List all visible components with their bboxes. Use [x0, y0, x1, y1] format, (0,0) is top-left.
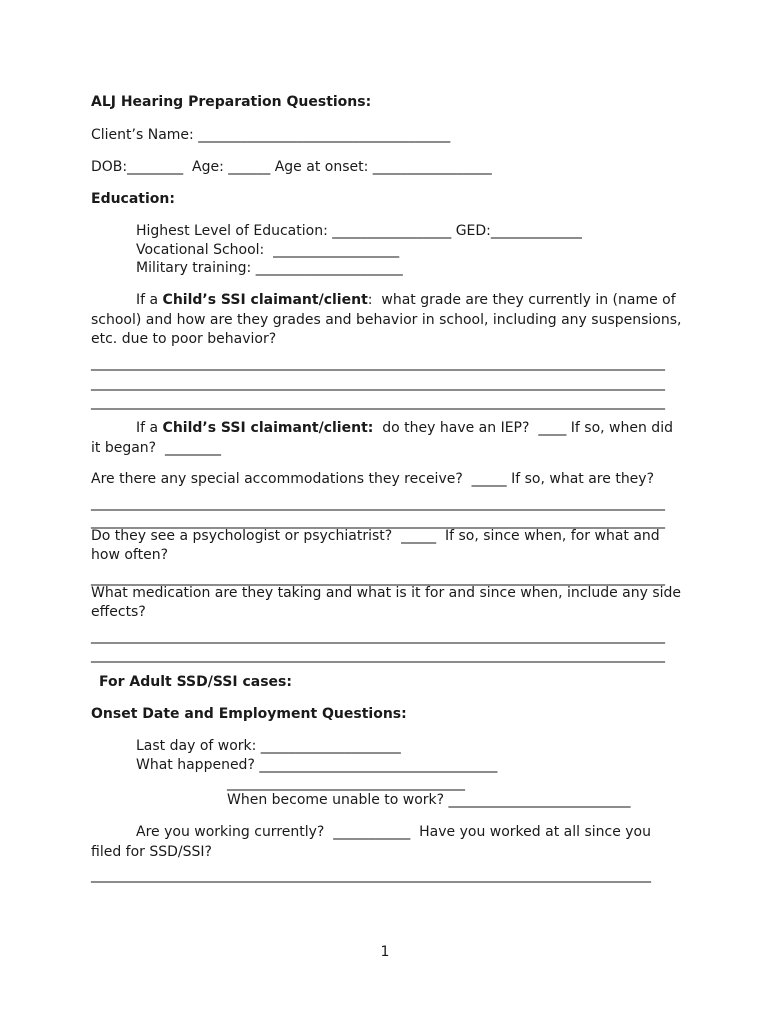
answer-line: __________________________________________________________________________________ — [91, 355, 665, 371]
working-question: Are you working currently? ___________ Have you worked at all since you — [136, 824, 651, 840]
psychologist-question-line2: how often? — [91, 547, 168, 563]
unable-to-work-field: When become unable to work? __________________________ — [227, 792, 631, 808]
answer-line: __________________________________________________________________________________ — [91, 394, 665, 410]
accommodations-question: Are there any special accommodations they receive? _____ If so, what are they? — [91, 471, 655, 487]
answer-line: __________________________________________________________________________________ — [91, 513, 665, 529]
education-heading: Education: — [91, 191, 175, 207]
child-iep-question: If a Child’s SSI claimant/client: do they have an IEP? ____ If so, when did — [136, 420, 673, 436]
child-grade-question-line3: etc. due to poor behavior? — [91, 331, 277, 347]
medication-question-line2: effects? — [91, 604, 146, 620]
psychologist-question: Do they see a psychologist or psychiatrist? _____ If so, since when, for what and — [91, 528, 660, 544]
medication-question: What medication are they taking and what is it for and since when, include any side — [91, 585, 682, 601]
page-number: 1 — [380, 944, 390, 960]
child-grade-question: If a Child’s SSI claimant/client: what grade are they currently in (name of — [136, 292, 676, 308]
vocational-school-field: Vocational School: __________________ — [136, 242, 400, 258]
dob-age-line: DOB:________ Age: ______ Age at onset: _________________ — [91, 159, 492, 175]
working-question-line2: filed for SSD/SSI? — [91, 844, 212, 860]
answer-line: ________________________________________________________________________________ — [91, 867, 651, 883]
child-ssi-label: Child’s SSI claimant/client: — [162, 420, 374, 436]
what-happened-field: What happened? __________________________________ — [136, 757, 498, 773]
military-training-field: Military training: _____________________ — [136, 260, 403, 276]
last-day-of-work-field: Last day of work: ____________________ — [136, 738, 401, 754]
onset-employment-heading: Onset Date and Employment Questions: — [91, 706, 407, 722]
answer-line: __________________________________________________________________________________ — [91, 495, 665, 511]
child-grade-question-line2: school) and how are they grades and behavior in school, including any suspensions, — [91, 312, 682, 328]
child-iep-question-line2: it began? ________ — [91, 440, 221, 456]
highest-education-field: Highest Level of Education: _________________ GED:_____________ — [136, 223, 582, 239]
answer-line: __________________________________________________________________________________ — [91, 647, 665, 663]
blank-answer-line: __________________________________ — [227, 775, 465, 791]
page-title: ALJ Hearing Preparation Questions: — [91, 94, 372, 110]
answer-line: __________________________________________________________________________________ — [91, 628, 665, 644]
client-name-field: Client’s Name: ____________________________________ — [91, 127, 451, 143]
child-ssi-label: Child’s SSI claimant/client — [162, 292, 368, 308]
adult-cases-heading: For Adult SSD/SSI cases: — [99, 674, 292, 690]
answer-line: __________________________________________________________________________________ — [91, 570, 665, 586]
answer-line: __________________________________________________________________________________ — [91, 375, 665, 391]
